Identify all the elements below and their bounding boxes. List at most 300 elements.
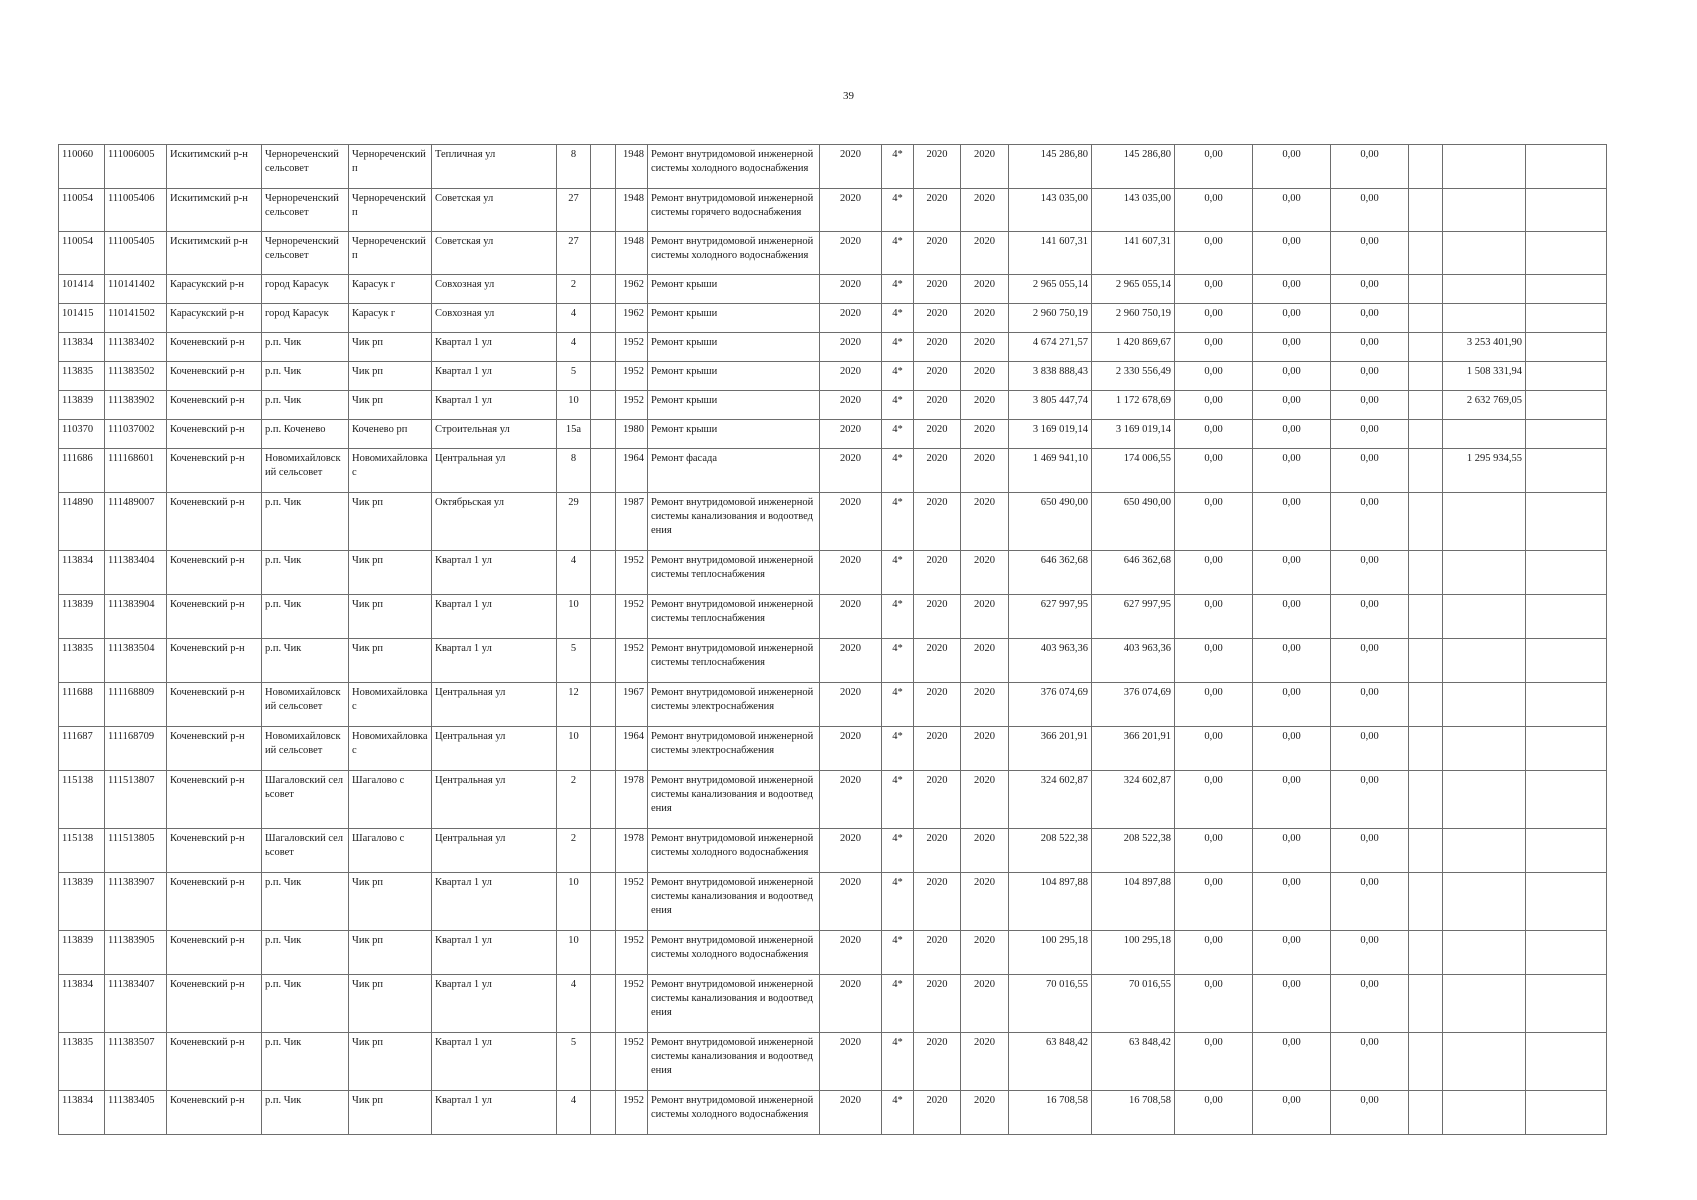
- cell-house-number: 27: [557, 232, 591, 275]
- cell-regional-budget: 0,00: [1175, 391, 1253, 420]
- cell-corpus: [591, 975, 616, 1033]
- cell-end-year: 2020: [961, 391, 1009, 420]
- cell-extra: [1526, 639, 1607, 683]
- table-row: [59, 189, 1607, 232]
- cell-note: [1409, 420, 1443, 449]
- cell-plan-year: 2020: [820, 727, 882, 771]
- cell-extra: [1526, 145, 1607, 189]
- cell-object-code: 111168601: [105, 449, 167, 493]
- cell-extra: [1526, 304, 1607, 333]
- cell-start-year: 2020: [914, 639, 961, 683]
- cell-municipality: р.п. Коченево: [262, 420, 349, 449]
- cell-extra: [1526, 362, 1607, 391]
- cell-regional-budget: 0,00: [1175, 232, 1253, 275]
- cell-street: Советская ул: [432, 232, 557, 275]
- cell-owners-funds: 0,00: [1331, 189, 1409, 232]
- cell-district: Карасукский р-н: [167, 304, 262, 333]
- cell-settlement: Чик рп: [349, 975, 432, 1033]
- cell-extra: [1526, 595, 1607, 639]
- table-row: [59, 639, 1607, 683]
- cell-corpus: [591, 189, 616, 232]
- cell-district: Коченевский р-н: [167, 449, 262, 493]
- cell-corpus: [591, 275, 616, 304]
- cell-total-cost: 324 602,87: [1009, 771, 1092, 829]
- cell-house-number: 4: [557, 551, 591, 595]
- cell-plan-year: 2020: [820, 551, 882, 595]
- cell-house-id: 113839: [59, 931, 105, 975]
- cell-other-funds: [1443, 873, 1526, 931]
- cell-owners-funds: 0,00: [1331, 829, 1409, 873]
- cell-repair-type: Ремонт фасада: [648, 449, 820, 493]
- cell-total-cost: 4 674 271,57: [1009, 333, 1092, 362]
- cell-note: [1409, 493, 1443, 551]
- cell-local-budget: 0,00: [1253, 304, 1331, 333]
- cell-other-funds: [1443, 420, 1526, 449]
- cell-extra: [1526, 1033, 1607, 1091]
- cell-priority: 4*: [882, 829, 914, 873]
- cell-priority: 4*: [882, 362, 914, 391]
- cell-construction-year: 1952: [616, 391, 648, 420]
- cell-municipality: р.п. Чик: [262, 333, 349, 362]
- cell-house-number: 5: [557, 1033, 591, 1091]
- cell-owners-funds: 0,00: [1331, 232, 1409, 275]
- cell-construction-year: 1980: [616, 420, 648, 449]
- cell-fund-cost: 324 602,87: [1092, 771, 1175, 829]
- cell-extra: [1526, 683, 1607, 727]
- cell-extra: [1526, 771, 1607, 829]
- cell-construction-year: 1978: [616, 829, 648, 873]
- cell-settlement: Чик рп: [349, 551, 432, 595]
- cell-construction-year: 1964: [616, 449, 648, 493]
- cell-fund-cost: 174 006,55: [1092, 449, 1175, 493]
- cell-fund-cost: 1 172 678,69: [1092, 391, 1175, 420]
- cell-house-id: 113835: [59, 1033, 105, 1091]
- cell-corpus: [591, 493, 616, 551]
- cell-municipality: Чернореченский сельсовет: [262, 189, 349, 232]
- cell-local-budget: 0,00: [1253, 449, 1331, 493]
- cell-construction-year: 1952: [616, 362, 648, 391]
- cell-priority: 4*: [882, 1033, 914, 1091]
- cell-end-year: 2020: [961, 595, 1009, 639]
- cell-district: Коченевский р-н: [167, 420, 262, 449]
- cell-district: Коченевский р-н: [167, 551, 262, 595]
- cell-total-cost: 145 286,80: [1009, 145, 1092, 189]
- cell-local-budget: 0,00: [1253, 931, 1331, 975]
- cell-corpus: [591, 829, 616, 873]
- cell-other-funds: [1443, 975, 1526, 1033]
- cell-other-funds: [1443, 1091, 1526, 1135]
- cell-priority: 4*: [882, 420, 914, 449]
- cell-house-id: 101414: [59, 275, 105, 304]
- cell-construction-year: 1952: [616, 551, 648, 595]
- cell-settlement: Чернореченский п: [349, 145, 432, 189]
- cell-object-code: 111168709: [105, 727, 167, 771]
- cell-note: [1409, 232, 1443, 275]
- cell-construction-year: 1978: [616, 771, 648, 829]
- cell-street: Октябрьская ул: [432, 493, 557, 551]
- cell-total-cost: 2 965 055,14: [1009, 275, 1092, 304]
- cell-total-cost: 376 074,69: [1009, 683, 1092, 727]
- cell-corpus: [591, 362, 616, 391]
- cell-start-year: 2020: [914, 275, 961, 304]
- cell-settlement: Карасук г: [349, 304, 432, 333]
- cell-fund-cost: 2 960 750,19: [1092, 304, 1175, 333]
- table-row: [59, 420, 1607, 449]
- cell-street: Квартал 1 ул: [432, 873, 557, 931]
- cell-start-year: 2020: [914, 931, 961, 975]
- cell-plan-year: 2020: [820, 683, 882, 727]
- cell-local-budget: 0,00: [1253, 333, 1331, 362]
- cell-plan-year: 2020: [820, 873, 882, 931]
- cell-district: Коченевский р-н: [167, 683, 262, 727]
- cell-repair-type: Ремонт крыши: [648, 275, 820, 304]
- cell-object-code: 111383402: [105, 333, 167, 362]
- cell-fund-cost: 70 016,55: [1092, 975, 1175, 1033]
- cell-settlement: Новомихайловка с: [349, 683, 432, 727]
- cell-total-cost: 650 490,00: [1009, 493, 1092, 551]
- cell-end-year: 2020: [961, 189, 1009, 232]
- cell-end-year: 2020: [961, 145, 1009, 189]
- cell-extra: [1526, 727, 1607, 771]
- cell-object-code: 111383904: [105, 595, 167, 639]
- cell-corpus: [591, 639, 616, 683]
- cell-total-cost: 104 897,88: [1009, 873, 1092, 931]
- cell-other-funds: [1443, 829, 1526, 873]
- cell-repair-type: Ремонт внутридомовой инженерной системы канализования и водоотведения: [648, 493, 820, 551]
- cell-settlement: Коченево рп: [349, 420, 432, 449]
- cell-corpus: [591, 232, 616, 275]
- cell-end-year: 2020: [961, 931, 1009, 975]
- cell-fund-cost: 1 420 869,67: [1092, 333, 1175, 362]
- cell-local-budget: 0,00: [1253, 232, 1331, 275]
- cell-street: Совхозная ул: [432, 275, 557, 304]
- cell-owners-funds: 0,00: [1331, 975, 1409, 1033]
- cell-other-funds: [1443, 771, 1526, 829]
- cell-street: Центральная ул: [432, 829, 557, 873]
- cell-settlement: Чик рп: [349, 639, 432, 683]
- cell-other-funds: [1443, 275, 1526, 304]
- table-row: [59, 275, 1607, 304]
- cell-repair-type: Ремонт внутридомовой инженерной системы холодного водоснабжения: [648, 931, 820, 975]
- cell-fund-cost: 3 169 019,14: [1092, 420, 1175, 449]
- cell-corpus: [591, 449, 616, 493]
- cell-street: Квартал 1 ул: [432, 639, 557, 683]
- cell-corpus: [591, 595, 616, 639]
- cell-owners-funds: 0,00: [1331, 362, 1409, 391]
- cell-settlement: Чик рп: [349, 873, 432, 931]
- cell-start-year: 2020: [914, 145, 961, 189]
- cell-extra: [1526, 873, 1607, 931]
- cell-corpus: [591, 1091, 616, 1135]
- cell-house-number: 4: [557, 333, 591, 362]
- cell-note: [1409, 145, 1443, 189]
- cell-district: Коченевский р-н: [167, 333, 262, 362]
- cell-object-code: 111037002: [105, 420, 167, 449]
- cell-street: Центральная ул: [432, 727, 557, 771]
- cell-regional-budget: 0,00: [1175, 771, 1253, 829]
- cell-regional-budget: 0,00: [1175, 873, 1253, 931]
- cell-priority: 4*: [882, 639, 914, 683]
- cell-house-number: 5: [557, 639, 591, 683]
- cell-end-year: 2020: [961, 975, 1009, 1033]
- cell-plan-year: 2020: [820, 931, 882, 975]
- cell-object-code: 111383407: [105, 975, 167, 1033]
- cell-other-funds: [1443, 639, 1526, 683]
- cell-street: Советская ул: [432, 189, 557, 232]
- cell-repair-type: Ремонт крыши: [648, 391, 820, 420]
- cell-extra: [1526, 391, 1607, 420]
- cell-municipality: Новомихайловский сельсовет: [262, 683, 349, 727]
- cell-total-cost: 16 708,58: [1009, 1091, 1092, 1135]
- cell-house-id: 113839: [59, 595, 105, 639]
- cell-construction-year: 1952: [616, 639, 648, 683]
- cell-house-id: 110060: [59, 145, 105, 189]
- cell-municipality: р.п. Чик: [262, 1033, 349, 1091]
- cell-fund-cost: 2 330 556,49: [1092, 362, 1175, 391]
- table-row: [59, 975, 1607, 1033]
- cell-municipality: р.п. Чик: [262, 1091, 349, 1135]
- cell-regional-budget: 0,00: [1175, 683, 1253, 727]
- cell-priority: 4*: [882, 493, 914, 551]
- cell-municipality: город Карасук: [262, 304, 349, 333]
- cell-repair-type: Ремонт крыши: [648, 420, 820, 449]
- cell-owners-funds: 0,00: [1331, 333, 1409, 362]
- cell-street: Квартал 1 ул: [432, 1091, 557, 1135]
- cell-district: Коченевский р-н: [167, 975, 262, 1033]
- cell-total-cost: 646 362,68: [1009, 551, 1092, 595]
- cell-construction-year: 1948: [616, 189, 648, 232]
- cell-municipality: р.п. Чик: [262, 931, 349, 975]
- table-row: [59, 232, 1607, 275]
- cell-end-year: 2020: [961, 333, 1009, 362]
- cell-house-number: 12: [557, 683, 591, 727]
- cell-plan-year: 2020: [820, 829, 882, 873]
- cell-priority: 4*: [882, 683, 914, 727]
- cell-note: [1409, 275, 1443, 304]
- cell-corpus: [591, 1033, 616, 1091]
- cell-repair-type: Ремонт внутридомовой инженерной системы холодного водоснабжения: [648, 1091, 820, 1135]
- cell-construction-year: 1952: [616, 931, 648, 975]
- cell-construction-year: 1962: [616, 304, 648, 333]
- cell-total-cost: 70 016,55: [1009, 975, 1092, 1033]
- cell-start-year: 2020: [914, 420, 961, 449]
- cell-regional-budget: 0,00: [1175, 189, 1253, 232]
- cell-other-funds: [1443, 189, 1526, 232]
- cell-start-year: 2020: [914, 975, 961, 1033]
- cell-district: Коченевский р-н: [167, 727, 262, 771]
- cell-municipality: Шагаловский сельсовет: [262, 771, 349, 829]
- cell-start-year: 2020: [914, 683, 961, 727]
- table-row: [59, 333, 1607, 362]
- table-row: [59, 362, 1607, 391]
- table-row: [59, 873, 1607, 931]
- cell-municipality: Чернореченский сельсовет: [262, 145, 349, 189]
- cell-object-code: 111383405: [105, 1091, 167, 1135]
- cell-note: [1409, 333, 1443, 362]
- cell-end-year: 2020: [961, 683, 1009, 727]
- cell-priority: 4*: [882, 232, 914, 275]
- cell-repair-type: Ремонт внутридомовой инженерной системы теплоснабжения: [648, 639, 820, 683]
- cell-corpus: [591, 771, 616, 829]
- cell-house-number: 8: [557, 449, 591, 493]
- cell-district: Коченевский р-н: [167, 595, 262, 639]
- cell-other-funds: [1443, 1033, 1526, 1091]
- cell-priority: 4*: [882, 304, 914, 333]
- cell-settlement: Чик рп: [349, 391, 432, 420]
- cell-plan-year: 2020: [820, 189, 882, 232]
- cell-total-cost: 1 469 941,10: [1009, 449, 1092, 493]
- cell-extra: [1526, 975, 1607, 1033]
- cell-house-number: 27: [557, 189, 591, 232]
- cell-local-budget: 0,00: [1253, 275, 1331, 304]
- cell-local-budget: 0,00: [1253, 145, 1331, 189]
- cell-municipality: р.п. Чик: [262, 595, 349, 639]
- cell-other-funds: [1443, 232, 1526, 275]
- cell-object-code: 111383507: [105, 1033, 167, 1091]
- cell-priority: 4*: [882, 189, 914, 232]
- cell-corpus: [591, 683, 616, 727]
- cell-plan-year: 2020: [820, 1033, 882, 1091]
- cell-district: Искитимский р-н: [167, 232, 262, 275]
- cell-local-budget: 0,00: [1253, 551, 1331, 595]
- cell-fund-cost: 143 035,00: [1092, 189, 1175, 232]
- cell-start-year: 2020: [914, 1091, 961, 1135]
- cell-extra: [1526, 449, 1607, 493]
- cell-settlement: Шагалово с: [349, 829, 432, 873]
- cell-end-year: 2020: [961, 639, 1009, 683]
- cell-fund-cost: 63 848,42: [1092, 1033, 1175, 1091]
- cell-other-funds: [1443, 551, 1526, 595]
- cell-construction-year: 1962: [616, 275, 648, 304]
- cell-total-cost: 366 201,91: [1009, 727, 1092, 771]
- cell-start-year: 2020: [914, 829, 961, 873]
- cell-priority: 4*: [882, 449, 914, 493]
- cell-settlement: Шагалово с: [349, 771, 432, 829]
- cell-extra: [1526, 232, 1607, 275]
- cell-municipality: р.п. Чик: [262, 493, 349, 551]
- capital-repair-register-table: [58, 144, 1607, 1135]
- cell-settlement: Чик рп: [349, 931, 432, 975]
- table-row: [59, 1091, 1607, 1135]
- cell-repair-type: Ремонт внутридомовой инженерной системы холодного водоснабжения: [648, 145, 820, 189]
- cell-district: Карасукский р-н: [167, 275, 262, 304]
- cell-note: [1409, 391, 1443, 420]
- cell-house-number: 2: [557, 275, 591, 304]
- cell-local-budget: 0,00: [1253, 771, 1331, 829]
- cell-local-budget: 0,00: [1253, 639, 1331, 683]
- cell-house-number: 4: [557, 1091, 591, 1135]
- cell-plan-year: 2020: [820, 975, 882, 1033]
- cell-start-year: 2020: [914, 449, 961, 493]
- cell-house-id: 110054: [59, 189, 105, 232]
- cell-priority: 4*: [882, 145, 914, 189]
- cell-street: Тепличная ул: [432, 145, 557, 189]
- cell-object-code: 110141402: [105, 275, 167, 304]
- cell-object-code: 111383502: [105, 362, 167, 391]
- cell-owners-funds: 0,00: [1331, 683, 1409, 727]
- cell-corpus: [591, 145, 616, 189]
- cell-repair-type: Ремонт внутридомовой инженерной системы канализования и водоотведения: [648, 873, 820, 931]
- cell-end-year: 2020: [961, 449, 1009, 493]
- cell-other-funds: [1443, 145, 1526, 189]
- cell-regional-budget: 0,00: [1175, 639, 1253, 683]
- cell-priority: 4*: [882, 771, 914, 829]
- cell-end-year: 2020: [961, 551, 1009, 595]
- cell-regional-budget: 0,00: [1175, 145, 1253, 189]
- cell-priority: 4*: [882, 333, 914, 362]
- cell-house-id: 110054: [59, 232, 105, 275]
- cell-corpus: [591, 551, 616, 595]
- cell-house-id: 111686: [59, 449, 105, 493]
- cell-other-funds: [1443, 931, 1526, 975]
- cell-end-year: 2020: [961, 1091, 1009, 1135]
- cell-municipality: р.п. Чик: [262, 362, 349, 391]
- cell-street: Квартал 1 ул: [432, 391, 557, 420]
- cell-fund-cost: 145 286,80: [1092, 145, 1175, 189]
- cell-house-number: 8: [557, 145, 591, 189]
- cell-object-code: 111383907: [105, 873, 167, 931]
- cell-start-year: 2020: [914, 727, 961, 771]
- cell-start-year: 2020: [914, 771, 961, 829]
- cell-note: [1409, 829, 1443, 873]
- cell-local-budget: 0,00: [1253, 1091, 1331, 1135]
- cell-plan-year: 2020: [820, 771, 882, 829]
- cell-house-id: 101415: [59, 304, 105, 333]
- cell-plan-year: 2020: [820, 145, 882, 189]
- cell-other-funds: [1443, 595, 1526, 639]
- cell-fund-cost: 650 490,00: [1092, 493, 1175, 551]
- cell-regional-budget: 0,00: [1175, 493, 1253, 551]
- cell-house-id: 110370: [59, 420, 105, 449]
- cell-owners-funds: 0,00: [1331, 1091, 1409, 1135]
- cell-other-funds: [1443, 493, 1526, 551]
- cell-note: [1409, 189, 1443, 232]
- cell-repair-type: Ремонт внутридомовой инженерной системы канализования и водоотведения: [648, 1033, 820, 1091]
- table-row: [59, 391, 1607, 420]
- cell-house-id: 113839: [59, 391, 105, 420]
- cell-regional-budget: 0,00: [1175, 304, 1253, 333]
- cell-end-year: 2020: [961, 304, 1009, 333]
- cell-end-year: 2020: [961, 232, 1009, 275]
- cell-house-number: 10: [557, 595, 591, 639]
- cell-street: Квартал 1 ул: [432, 931, 557, 975]
- cell-owners-funds: 0,00: [1331, 391, 1409, 420]
- cell-object-code: 111513805: [105, 829, 167, 873]
- cell-municipality: р.п. Чик: [262, 975, 349, 1033]
- cell-regional-budget: 0,00: [1175, 975, 1253, 1033]
- cell-start-year: 2020: [914, 232, 961, 275]
- cell-total-cost: 143 035,00: [1009, 189, 1092, 232]
- cell-regional-budget: 0,00: [1175, 449, 1253, 493]
- cell-local-budget: 0,00: [1253, 189, 1331, 232]
- cell-other-funds: 3 253 401,90: [1443, 333, 1526, 362]
- cell-start-year: 2020: [914, 873, 961, 931]
- cell-plan-year: 2020: [820, 232, 882, 275]
- cell-end-year: 2020: [961, 1033, 1009, 1091]
- table-row: [59, 683, 1607, 727]
- cell-owners-funds: 0,00: [1331, 449, 1409, 493]
- cell-house-number: 15а: [557, 420, 591, 449]
- cell-settlement: Чернореченский п: [349, 189, 432, 232]
- cell-total-cost: 403 963,36: [1009, 639, 1092, 683]
- cell-plan-year: 2020: [820, 304, 882, 333]
- cell-municipality: Чернореченский сельсовет: [262, 232, 349, 275]
- cell-start-year: 2020: [914, 595, 961, 639]
- cell-fund-cost: 366 201,91: [1092, 727, 1175, 771]
- table-row: [59, 1033, 1607, 1091]
- cell-end-year: 2020: [961, 420, 1009, 449]
- cell-municipality: р.п. Чик: [262, 391, 349, 420]
